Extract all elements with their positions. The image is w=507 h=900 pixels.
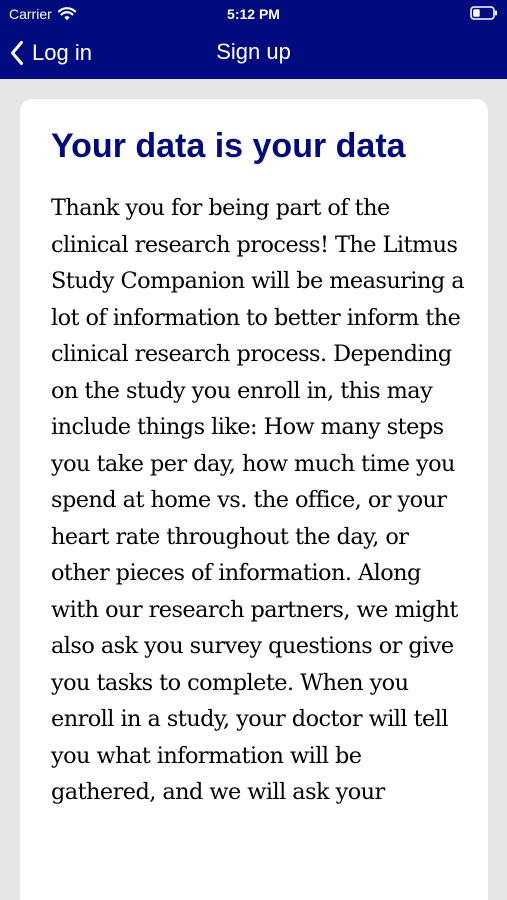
navigation-bar bbox=[0, 28, 507, 79]
status-bar bbox=[0, 0, 507, 28]
status-time: 5:12 PM bbox=[227, 6, 280, 22]
top-bar bbox=[0, 0, 507, 79]
card-body-text: Thank you for being part of the clinical research process! The Litmus Study Companion will be measuring a lot of information to better inform the clinical research process. Depending on the study you enroll in, this may include things like: How many steps you take per day, how much time you spend at home vs. the office, or your heart rate throughout the day, or other pieces of information. Along with our research partners, we might also ask you survey questions or give you tasks to complete. When you enroll in a study, your doctor will tell you what information will be gathered, and we will ask your bbox=[51, 195, 465, 805]
page-title: Sign up bbox=[216, 39, 291, 64]
battery-icon bbox=[470, 6, 498, 20]
card-title: Your data is your data bbox=[51, 127, 406, 165]
content-card bbox=[20, 99, 488, 900]
carrier-label: Carrier bbox=[9, 6, 52, 22]
back-button-label: Log in bbox=[32, 40, 92, 65]
